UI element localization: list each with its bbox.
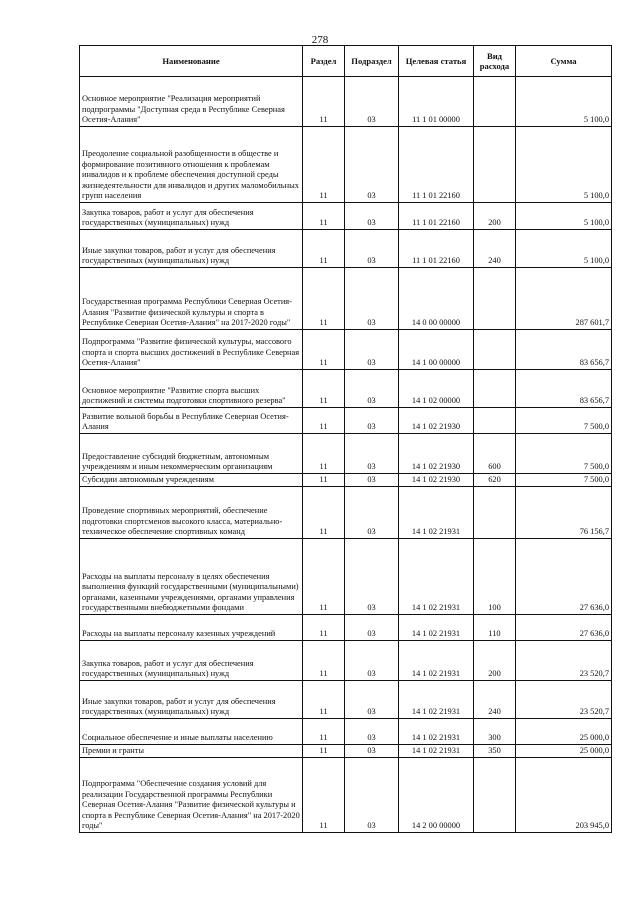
row-summa: 7 500,0 — [516, 474, 612, 487]
table-row — [80, 615, 612, 641]
row-statya: 14 1 02 21931 — [399, 745, 474, 758]
row-name: Иные закупки товаров, работ и услуг для обеспечения государственных (муниципальных) нужд — [80, 681, 303, 719]
row-vid: 200 — [474, 641, 516, 681]
row-vid: 600 — [474, 434, 516, 474]
row-razdel: 11 — [303, 745, 345, 758]
table-row — [80, 77, 612, 127]
row-vid — [474, 758, 516, 833]
row-razdel: 11 — [303, 487, 345, 539]
row-name: Подпрограмма "Обеспечение создания условий для реализации Государственной программы Республики Северная Осетия-Алания "Развитие физической культуры и спорта в Республике Северная Осетия-Алания" на 2017-2020 годы" — [80, 758, 303, 833]
row-summa: 76 156,7 — [516, 487, 612, 539]
row-razdel: 11 — [303, 77, 345, 127]
row-name: Подпрограмма "Развитие физической культуры, массового спорта и спорта высших достижений в Республике Северная Осетия-Алания" — [80, 330, 303, 370]
row-statya: 14 1 00 00000 — [399, 330, 474, 370]
row-name: Иные закупки товаров, работ и услуг для обеспечения государственных (муниципальных) нужд — [80, 230, 303, 268]
row-statya: 14 1 02 21931 — [399, 487, 474, 539]
row-summa: 83 656,7 — [516, 330, 612, 370]
row-razdel: 11 — [303, 370, 345, 408]
row-summa: 203 945,0 — [516, 758, 612, 833]
row-summa: 23 520,7 — [516, 641, 612, 681]
row-statya: 14 1 02 21931 — [399, 641, 474, 681]
row-razdel: 11 — [303, 230, 345, 268]
row-summa: 83 656,7 — [516, 370, 612, 408]
table-row — [80, 127, 612, 203]
row-name: Основное мероприятие "Развитие спорта высших достижений и системы подготовки спортивного резерва" — [80, 370, 303, 408]
table-row — [80, 474, 612, 487]
row-razdel: 11 — [303, 474, 345, 487]
row-podrazdel: 03 — [345, 268, 399, 330]
row-statya: 11 1 01 22160 — [399, 127, 474, 203]
row-statya: 14 1 02 21930 — [399, 434, 474, 474]
row-vid — [474, 370, 516, 408]
header-name: Наименование — [80, 46, 303, 77]
row-vid: 300 — [474, 719, 516, 745]
row-statya: 14 1 02 21930 — [399, 474, 474, 487]
row-statya: 14 1 02 21931 — [399, 681, 474, 719]
row-name: Государственная программа Республики Северная Осетия-Алания "Развитие физической культуры и спорта в Республике Северная Осетия-Алания" на 2017-2020 годы" — [80, 268, 303, 330]
row-podrazdel: 03 — [345, 758, 399, 833]
row-summa: 25 000,0 — [516, 745, 612, 758]
row-podrazdel: 03 — [345, 434, 399, 474]
row-razdel: 11 — [303, 203, 345, 230]
header-podrazdel: Подраздел — [345, 46, 399, 77]
row-vid: 620 — [474, 474, 516, 487]
row-vid: 240 — [474, 681, 516, 719]
row-podrazdel: 03 — [345, 330, 399, 370]
row-podrazdel: 03 — [345, 230, 399, 268]
row-summa: 27 636,0 — [516, 539, 612, 615]
row-summa: 23 520,7 — [516, 681, 612, 719]
row-razdel: 11 — [303, 681, 345, 719]
row-statya: 11 1 01 22160 — [399, 203, 474, 230]
row-name: Социальное обеспечение и иные выплаты населению — [80, 719, 303, 745]
row-summa: 5 100,0 — [516, 203, 612, 230]
row-statya: 14 2 00 00000 — [399, 758, 474, 833]
row-vid — [474, 408, 516, 434]
row-podrazdel: 03 — [345, 745, 399, 758]
row-summa: 5 100,0 — [516, 77, 612, 127]
row-vid: 350 — [474, 745, 516, 758]
row-name: Закупка товаров, работ и услуг для обеспечения государственных (муниципальных) нужд — [80, 641, 303, 681]
table-row — [80, 719, 612, 745]
table-row — [80, 641, 612, 681]
row-vid: 110 — [474, 615, 516, 641]
row-name: Преодоление социальной разобщенности в обществе и формирование позитивного отношения к проблемам инвалидов и к проблеме обеспечения доступной среды жизнедеятельности для инвалидов и других маломобильных групп населения — [80, 127, 303, 203]
row-statya: 14 1 02 21930 — [399, 408, 474, 434]
row-podrazdel: 03 — [345, 203, 399, 230]
table-row — [80, 539, 612, 615]
row-name: Предоставление субсидий бюджетным, автономным учреждениям и иным некоммерческим организациям — [80, 434, 303, 474]
row-vid: 100 — [474, 539, 516, 615]
row-vid: 240 — [474, 230, 516, 268]
page-number: 278 — [311, 34, 329, 46]
row-statya: 11 1 01 22160 — [399, 230, 474, 268]
row-statya: 14 1 02 00000 — [399, 370, 474, 408]
row-vid — [474, 268, 516, 330]
table-row — [80, 745, 612, 758]
row-podrazdel: 03 — [345, 615, 399, 641]
row-name: Развитие вольной борьбы в Республике Северная Осетия-Алания — [80, 408, 303, 434]
table-row — [80, 268, 612, 330]
row-razdel: 11 — [303, 268, 345, 330]
row-vid — [474, 127, 516, 203]
budget-table — [79, 45, 612, 833]
row-podrazdel: 03 — [345, 77, 399, 127]
row-statya: 14 1 02 21931 — [399, 719, 474, 745]
table-row — [80, 330, 612, 370]
row-statya: 11 1 01 00000 — [399, 77, 474, 127]
row-podrazdel: 03 — [345, 539, 399, 615]
row-podrazdel: 03 — [345, 641, 399, 681]
table-row — [80, 758, 612, 833]
row-razdel: 11 — [303, 408, 345, 434]
row-summa: 27 636,0 — [516, 615, 612, 641]
row-podrazdel: 03 — [345, 487, 399, 539]
row-razdel: 11 — [303, 539, 345, 615]
table-header-row — [80, 46, 612, 77]
row-podrazdel: 03 — [345, 719, 399, 745]
row-razdel: 11 — [303, 719, 345, 745]
row-podrazdel: 03 — [345, 681, 399, 719]
row-summa: 5 100,0 — [516, 230, 612, 268]
row-razdel: 11 — [303, 127, 345, 203]
table-row — [80, 203, 612, 230]
header-statya: Целевая статья — [399, 46, 474, 77]
row-vid — [474, 330, 516, 370]
row-summa: 7 500,0 — [516, 434, 612, 474]
row-name: Проведение спортивных мероприятий, обеспечение подготовки спортсменов высокого класса, материально-техническое обеспечение спортивных команд — [80, 487, 303, 539]
row-statya: 14 1 02 21931 — [399, 539, 474, 615]
row-razdel: 11 — [303, 758, 345, 833]
row-razdel: 11 — [303, 330, 345, 370]
row-razdel: 11 — [303, 434, 345, 474]
header-vid: Вид расхода — [474, 46, 516, 77]
row-name: Субсидии автономным учреждениям — [80, 474, 303, 487]
row-name: Расходы на выплаты персоналу в целях обеспечения выполнения функций государственными (муниципальными) органами, казенными учреждениями, органами управления государственными внебюджетными фондами — [80, 539, 303, 615]
row-vid: 200 — [474, 203, 516, 230]
row-statya: 14 1 02 21931 — [399, 615, 474, 641]
row-vid — [474, 487, 516, 539]
row-podrazdel: 03 — [345, 408, 399, 434]
row-summa: 287 601,7 — [516, 268, 612, 330]
table-row — [80, 230, 612, 268]
row-podrazdel: 03 — [345, 127, 399, 203]
row-name: Премии и гранты — [80, 745, 303, 758]
row-name: Закупка товаров, работ и услуг для обеспечения государственных (муниципальных) нужд — [80, 203, 303, 230]
row-name: Расходы на выплаты персоналу казенных учреждений — [80, 615, 303, 641]
row-summa: 7 500,0 — [516, 408, 612, 434]
row-name: Основное мероприятие "Реализация мероприятий подпрограммы "Доступная среда в Республике Северная Осетия-Алания" — [80, 77, 303, 127]
row-summa: 25 000,0 — [516, 719, 612, 745]
row-razdel: 11 — [303, 615, 345, 641]
table-row — [80, 681, 612, 719]
table-row — [80, 370, 612, 408]
table-row — [80, 434, 612, 474]
row-podrazdel: 03 — [345, 370, 399, 408]
table-row — [80, 487, 612, 539]
row-vid — [474, 77, 516, 127]
row-summa: 5 100,0 — [516, 127, 612, 203]
header-razdel: Раздел — [303, 46, 345, 77]
row-statya: 14 0 00 00000 — [399, 268, 474, 330]
row-razdel: 11 — [303, 641, 345, 681]
row-podrazdel: 03 — [345, 474, 399, 487]
header-summa: Сумма — [516, 46, 612, 77]
table-row — [80, 408, 612, 434]
